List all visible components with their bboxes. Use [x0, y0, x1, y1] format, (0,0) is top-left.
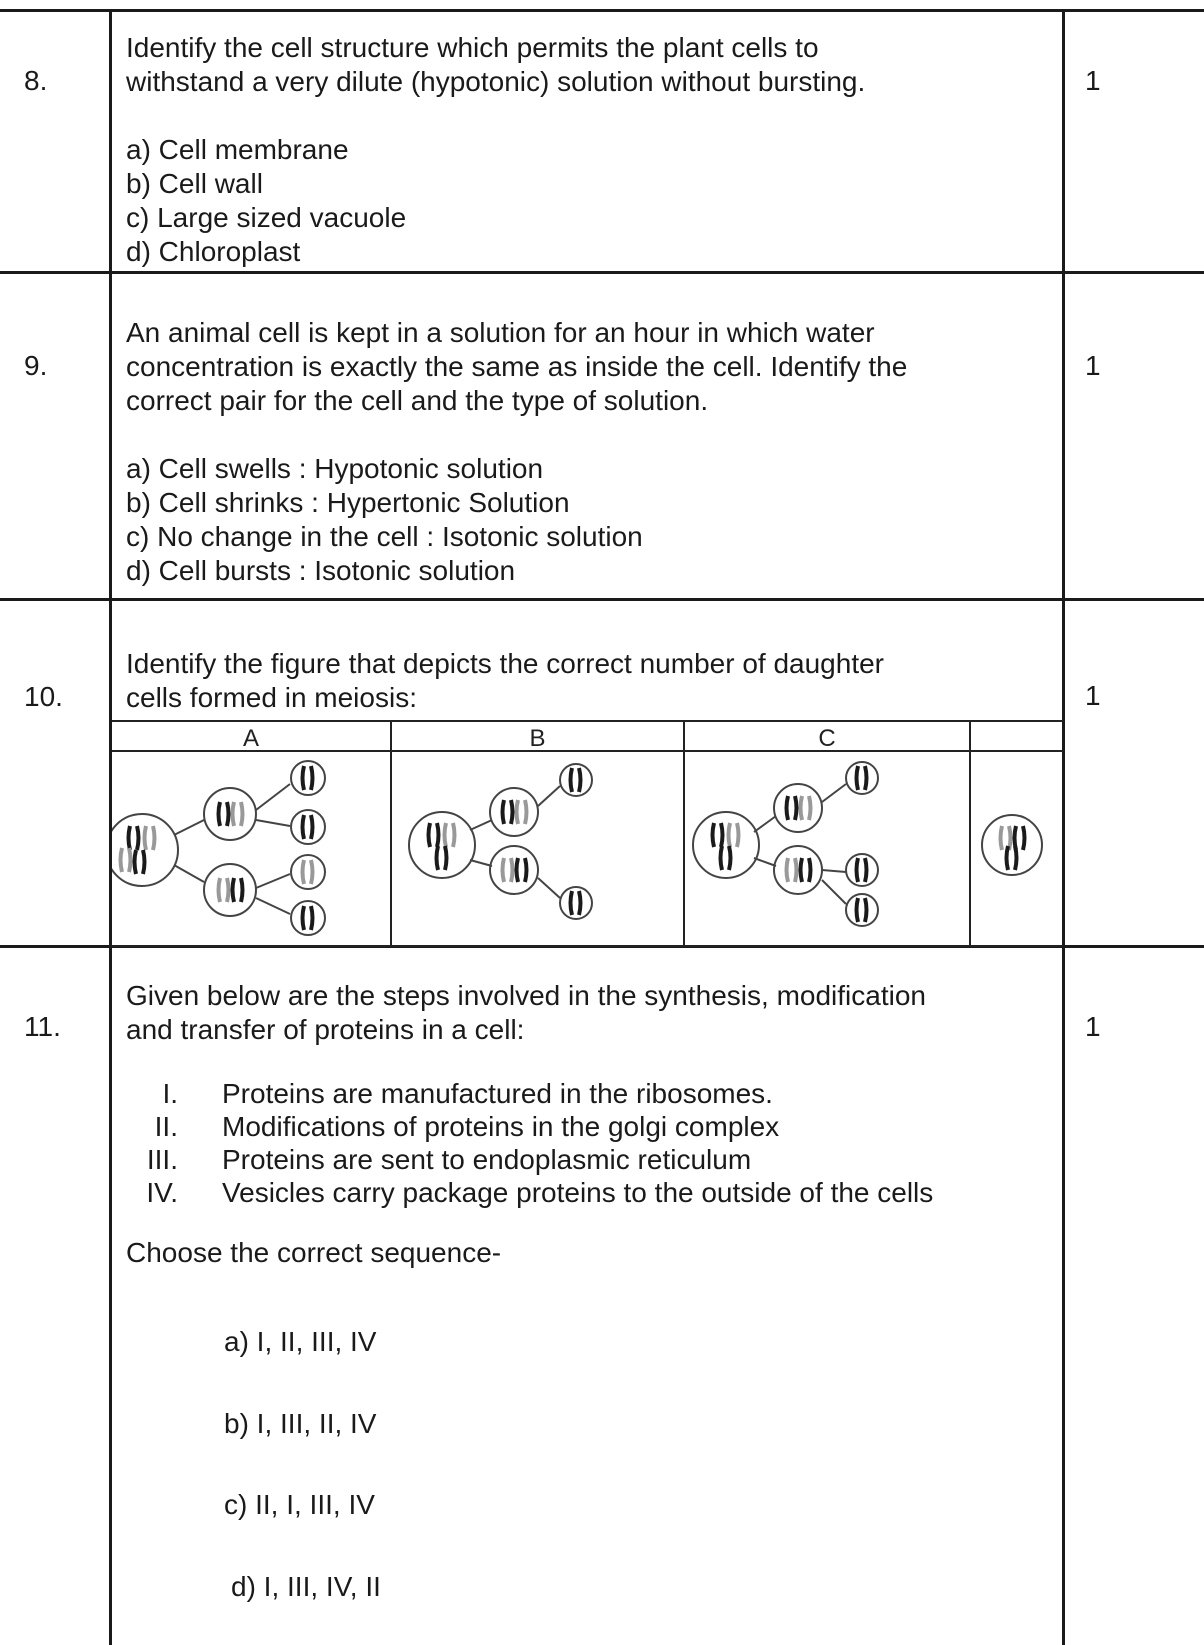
table-border-top	[0, 9, 1204, 12]
step-number: III.	[146, 1144, 178, 1175]
step-number: IV.	[146, 1177, 178, 1208]
question-marks: 1	[1085, 1011, 1101, 1042]
question-stem-line: Given below are the steps involved in the synthesis, modification	[126, 980, 926, 1011]
answer-option: c) No change in the cell : Isotonic solution	[126, 521, 643, 552]
answer-option: b) I, III, II, IV	[224, 1408, 377, 1439]
question-stem-line: An animal cell is kept in a solution for an hour in which water	[126, 317, 875, 348]
question-marks: 1	[1085, 350, 1101, 381]
step-text: Proteins are sent to endoplasmic reticulum	[222, 1144, 752, 1175]
step-text: Modifications of proteins in the golgi complex	[222, 1111, 780, 1142]
question-9	[126, 316, 1006, 588]
question-prompt: Choose the correct sequence-	[126, 1237, 502, 1268]
answer-option: c) II, I, III, IV	[224, 1489, 375, 1520]
answer-option: b) Cell wall	[126, 168, 263, 199]
figure-label-b: B	[529, 725, 546, 752]
question-stem-line: correct pair for the cell and the type of solution.	[126, 385, 709, 416]
question-11	[126, 979, 1006, 1047]
question-stem-line: cells formed in meiosis:	[126, 682, 417, 713]
question-stem-line: Identify the cell structure which permits the plant cells to	[126, 32, 819, 63]
answer-option: a) I, II, III, IV	[224, 1326, 377, 1357]
answer-option: b) Cell shrinks : Hypertonic Solution	[126, 487, 570, 518]
answer-option: d) Cell bursts : Isotonic solution	[126, 555, 516, 586]
row-divider	[0, 271, 1204, 274]
figure-label-a: A	[242, 725, 259, 752]
question-stem-line: Identify the figure that depicts the correct number of daughter	[126, 648, 884, 679]
figure-label-c: C	[818, 725, 836, 752]
question-marks: 1	[1085, 680, 1101, 711]
step-text: Proteins are manufactured in the ribosomes.	[222, 1078, 773, 1109]
step-number: II.	[154, 1111, 178, 1142]
question-stem-line: withstand a very dilute (hypotonic) solution without bursting.	[126, 66, 866, 97]
protein-steps-list	[126, 1077, 1006, 1209]
question-stem-line: concentration is exactly the same as inside the cell. Identify the	[126, 351, 908, 382]
row-divider	[0, 598, 1204, 601]
answer-option: d) Chloroplast	[126, 236, 301, 267]
question-8	[126, 31, 1006, 269]
step-number: I.	[162, 1078, 178, 1109]
answer-option: c) Large sized vacuole	[126, 202, 407, 233]
answer-option: a) Cell swells : Hypotonic solution	[126, 453, 544, 484]
step-text: Vesicles carry package proteins to the outside of the cells	[222, 1177, 934, 1208]
question-marks: 1	[1085, 65, 1101, 96]
cell-division-diagrams	[112, 720, 1063, 947]
answer-option: d) I, III, IV, II	[231, 1571, 381, 1602]
question-number: 10.	[24, 681, 63, 712]
answer-option: a) Cell membrane	[126, 134, 349, 165]
question-number: 11.	[24, 1011, 61, 1042]
question-number: 8.	[24, 65, 48, 96]
meiosis-figure	[112, 720, 1063, 947]
question-number: 9.	[24, 350, 48, 381]
question-10	[126, 647, 1006, 715]
question-stem-line: and transfer of proteins in a cell:	[126, 1014, 525, 1045]
